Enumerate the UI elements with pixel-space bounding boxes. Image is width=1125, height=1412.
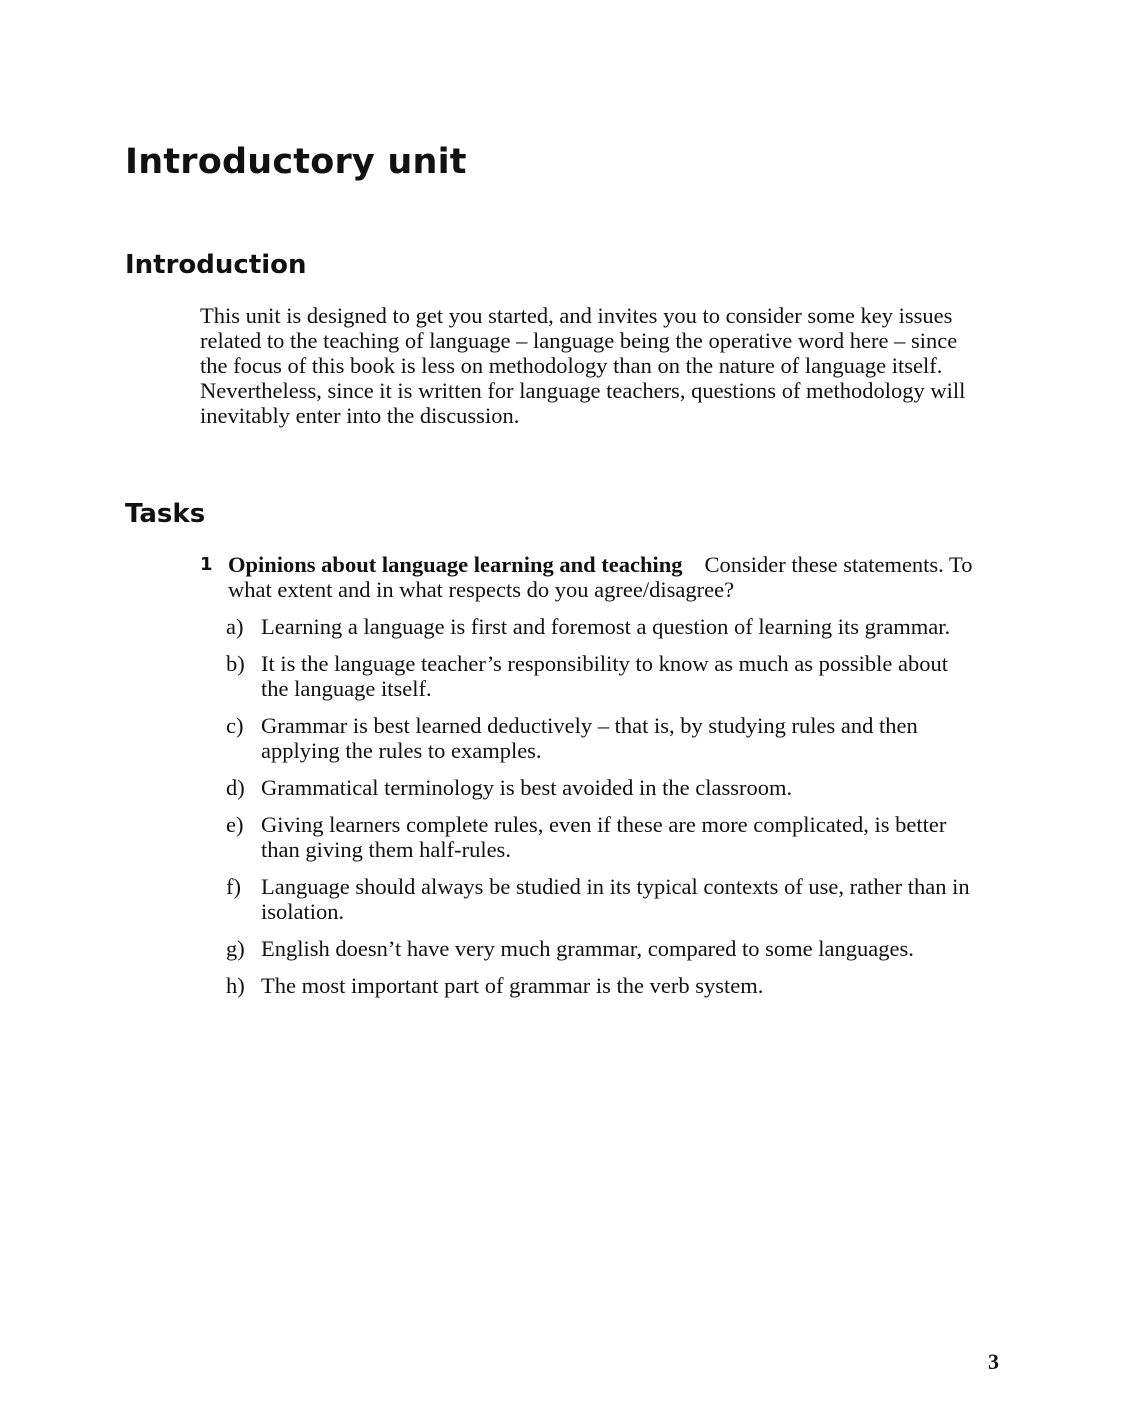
item-text: It is the language teacher’s responsibility to know as much as possible about the language itself. xyxy=(261,651,948,701)
item-text: The most important part of grammar is the verb system. xyxy=(261,973,764,998)
item-letter: d) xyxy=(226,775,245,800)
list-item xyxy=(200,713,981,763)
item-text: Grammatical terminology is best avoided in the classroom. xyxy=(261,775,793,800)
item-text: Giving learners complete rules, even if these are more complicated, is better than giving them half-rules. xyxy=(261,812,947,862)
list-item xyxy=(200,651,981,701)
item-text: Language should always be studied in its typical contexts of use, rather than in isolation. xyxy=(261,874,970,924)
item-letter: f) xyxy=(226,874,241,899)
statement-list xyxy=(200,614,1000,998)
task-1-header xyxy=(200,552,1000,602)
task-prompt: Consider these statements. To what extent and in what respects do you agree/disagree? xyxy=(228,552,973,602)
item-letter: b) xyxy=(226,651,245,676)
introduction-paragraph: This unit is designed to get you started, and invites you to consider some key issues related to the teaching of language – language being the operative word here – since the focus of this book is less on methodology than on the nature of language itself. Nevertheless, since it is written for language teachers, questions of methodology will inevitably enter into the discussion. xyxy=(200,303,966,428)
list-item xyxy=(200,614,981,639)
list-item xyxy=(200,973,981,998)
introduction-heading: Introduction xyxy=(125,250,307,280)
item-text: Learning a language is first and foremost a question of learning its grammar. xyxy=(261,614,951,639)
item-letter: c) xyxy=(226,713,244,738)
list-item xyxy=(200,775,981,800)
task-number: 1 xyxy=(200,554,213,575)
item-text: Grammar is best learned deductively – that is, by studying rules and then applying the rules to examples. xyxy=(261,713,918,763)
tasks-heading: Tasks xyxy=(125,499,206,529)
item-text: English doesn’t have very much grammar, compared to some languages. xyxy=(261,936,914,961)
item-letter: a) xyxy=(226,614,244,639)
item-letter: e) xyxy=(226,812,244,837)
page-number: 3 xyxy=(988,1349,999,1374)
task-title: Opinions about language learning and teaching xyxy=(228,552,683,577)
list-item xyxy=(200,936,981,961)
item-letter: g) xyxy=(226,936,245,961)
task-1 xyxy=(200,552,1000,1010)
list-item xyxy=(200,812,981,862)
item-letter: h) xyxy=(226,973,245,998)
list-item xyxy=(200,874,981,924)
page-title: Introductory unit xyxy=(125,142,467,182)
